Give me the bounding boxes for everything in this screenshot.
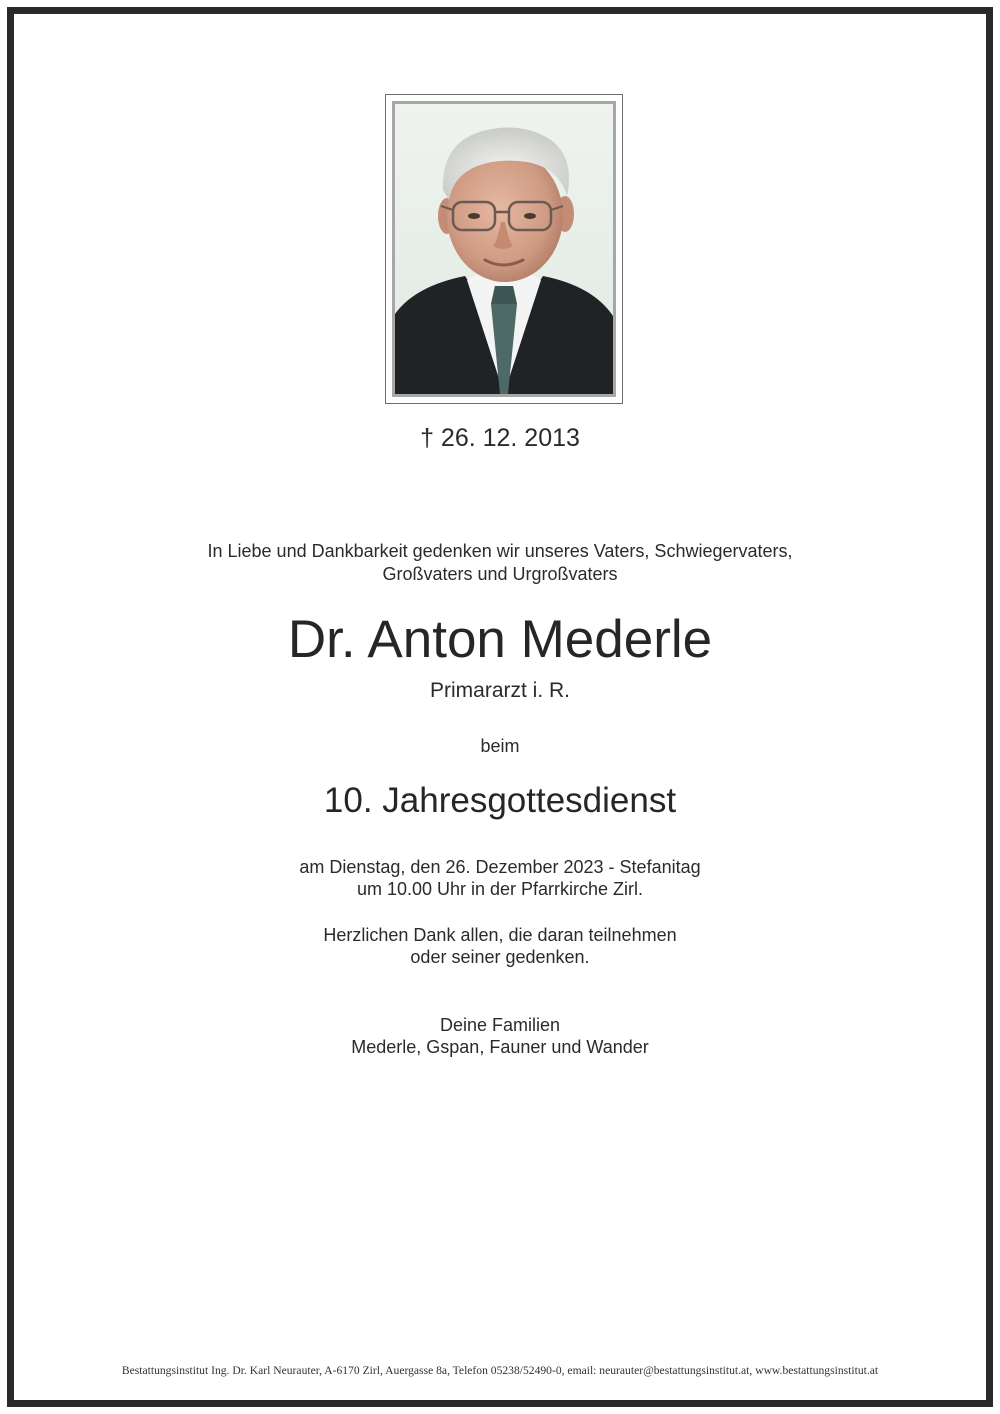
connector-text: beim	[480, 736, 520, 756]
intro-text-line-1: In Liebe und Dankbarkeit gedenken wir unseres Vaters, Schwiegervaters,	[207, 541, 793, 561]
death-date: † 26. 12. 2013	[420, 424, 580, 452]
intro-text-line-2: Großvaters und Urgroßvaters	[382, 564, 618, 584]
deceased-name: Dr. Anton Mederle	[287, 610, 713, 669]
thanks-line-2: oder seiner gedenken.	[410, 947, 590, 967]
family-line-2: Mederle, Gspan, Fauner und Wander	[351, 1037, 649, 1057]
family-line-1: Deine Familien	[439, 1015, 561, 1035]
event-date: am Dienstag, den 26. Dezember 2023 - Stefanitag	[299, 857, 701, 877]
funeral-home-footer: Bestattungsinstitut Ing. Dr. Karl Neurauter, A-6170 Zirl, Auergasse 8a, Telefon 05238/52490-0, email: neurauter@bestattungsinstitut.at, www.bestattungsinstitut.at	[121, 1364, 879, 1377]
event-title: 10. Jahresgottesdienst	[323, 781, 677, 820]
thanks-line-1: Herzlichen Dank allen, die daran teilnehmen	[323, 925, 677, 945]
portrait-frame	[385, 94, 623, 404]
portrait-photo	[392, 101, 616, 397]
event-time-place: um 10.00 Uhr in der Pfarrkirche Zirl.	[356, 879, 644, 899]
deceased-title: Primararzt i. R.	[429, 679, 570, 702]
